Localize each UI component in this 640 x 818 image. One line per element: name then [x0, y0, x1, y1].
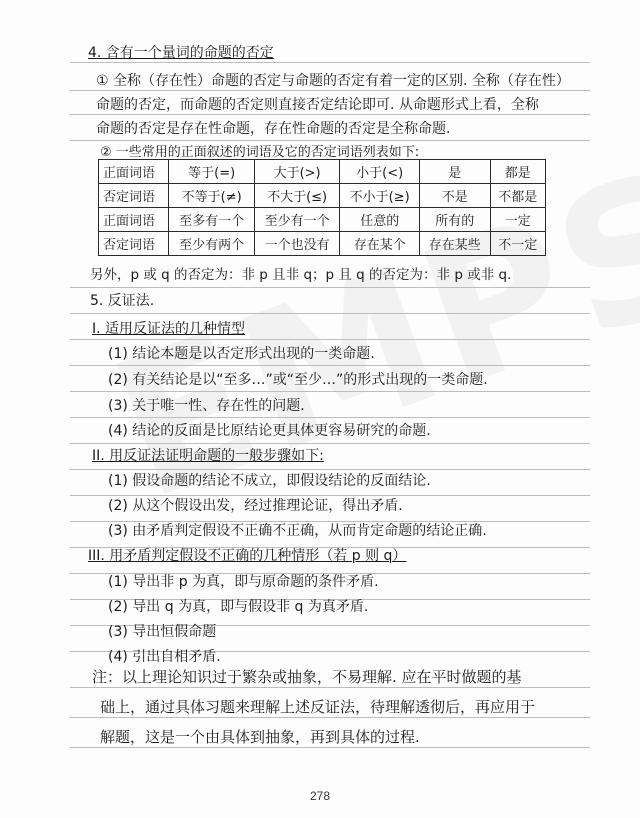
table-cell: 不小于(≥) [340, 184, 420, 208]
ruled-line [70, 287, 590, 288]
table-cell: 存在某个 [340, 232, 420, 256]
table-cell: 任意的 [340, 208, 420, 232]
ruled-line [70, 391, 590, 392]
subsection-heading: I. 适用反证法的几种情型 [92, 321, 246, 337]
table-cell: 不大于(≤) [254, 184, 339, 208]
list-item: (3) 导出恒假命题 [108, 624, 217, 640]
list-item: (4) 引出自相矛盾. [108, 649, 221, 665]
table-cell: 一个也没有 [254, 232, 339, 256]
table-cell: 存在某些 [420, 232, 490, 256]
page-number: 278 [309, 789, 331, 803]
ruled-line [70, 747, 590, 748]
table-cell: 不是 [420, 184, 490, 208]
text-line: ① 全称（存在性）命题的否定与命题的否定有着一定的区别. 全称（存在性） [96, 73, 570, 89]
table-cell: 都是 [490, 160, 546, 184]
table-cell: 否定词语 [99, 184, 169, 208]
list-item: (1) 导出非 p 为真，即与原命题的条件矛盾. [108, 574, 379, 590]
list-item: (1) 假设命题的结论不成立，即假设结论的反面结论. [108, 473, 431, 489]
list-item: (2) 导出 q 为真，即与假设非 q 为真矛盾. [108, 599, 369, 615]
text-line: 命题的否定，而命题的否定则直接否定结论即可. 从命题形式上看，全称 [96, 97, 539, 113]
list-item: (3) 关于唯一性、存在性的问题. [108, 398, 305, 414]
text-line: 另外，p 或 q 的否定为：非 p 且非 q；p 且 q 的否定为：非 p 或非 q. [90, 267, 512, 283]
ruled-line [70, 687, 590, 688]
section-heading: 5. 反证法. [90, 293, 155, 309]
table-cell: 至少有一个 [254, 208, 339, 232]
table-row [99, 184, 546, 208]
note-line: 注：以上理论知识过于繁杂或抽象，不易理解. 应在平时做题的基 [92, 668, 522, 686]
list-item: (2) 从这个假设出发，经过推理论证，得出矛盾. [108, 498, 403, 514]
list-item: (4) 结论的反面是比原结论更具体更容易研究的命题. [108, 423, 431, 439]
table-cell: 等于(=) [169, 160, 254, 184]
ruled-line [70, 469, 590, 470]
table-cell: 否定词语 [99, 232, 169, 256]
table-cell: 不等于(≠) [169, 184, 254, 208]
table-cell: 是 [420, 160, 490, 184]
table-cell: 所有的 [420, 208, 490, 232]
table-cell: 至少有两个 [169, 232, 254, 256]
table-cell: 不都是 [490, 184, 546, 208]
table-cell: 不一定 [490, 232, 546, 256]
ruled-line [70, 62, 590, 63]
table-cell: 一定 [490, 208, 546, 232]
ruled-line [70, 717, 590, 718]
ruled-line [70, 365, 590, 366]
section-heading: 4. 含有一个量词的命题的否定 [88, 45, 274, 61]
ruled-line [70, 417, 590, 418]
ruled-line [70, 443, 590, 444]
table-row [99, 160, 546, 184]
text-line: 命题的否定是存在性命题，存在性命题的否定是全称命题. [96, 121, 451, 137]
subsection-heading: II. 用反证法证明命题的一般步骤如下: [92, 448, 324, 464]
table-cell: 正面词语 [99, 160, 169, 184]
list-item: (2) 有关结论是以“至多…”或“至少…”的形式出现的一类命题. [108, 372, 488, 388]
word-negation-table [98, 159, 546, 256]
note-line: 础上，通过具体习题来理解上述反证法，待理解透彻后，再应用于 [100, 698, 536, 716]
ruled-line [70, 140, 590, 141]
ruled-line [70, 90, 590, 91]
subsection-heading: III. 用矛盾判定假设不正确的几种情形（若 p 则 q） [88, 548, 407, 564]
list-item: (1) 结论本题是以否定形式出现的一类命题. [108, 346, 375, 362]
table-row [99, 208, 546, 232]
table-cell: 大于(>) [254, 160, 339, 184]
table-cell: 小于(<) [340, 160, 420, 184]
ruled-line [70, 114, 590, 115]
table-cell: 正面词语 [99, 208, 169, 232]
ruled-line [70, 313, 590, 314]
ruled-line [70, 339, 590, 340]
table-row [99, 232, 546, 256]
table-cell: 至多有一个 [169, 208, 254, 232]
note-line: 解题，这是一个由具体到抽象，再到具体的过程. [100, 728, 420, 746]
list-item: (3) 由矛盾判定假设不正确不正确，从而肯定命题的结论正确. [108, 523, 487, 539]
ruled-line [70, 495, 590, 496]
text-line: ② 一些常用的正面叙述的词语及它的否定词语列表如下: [100, 145, 420, 160]
